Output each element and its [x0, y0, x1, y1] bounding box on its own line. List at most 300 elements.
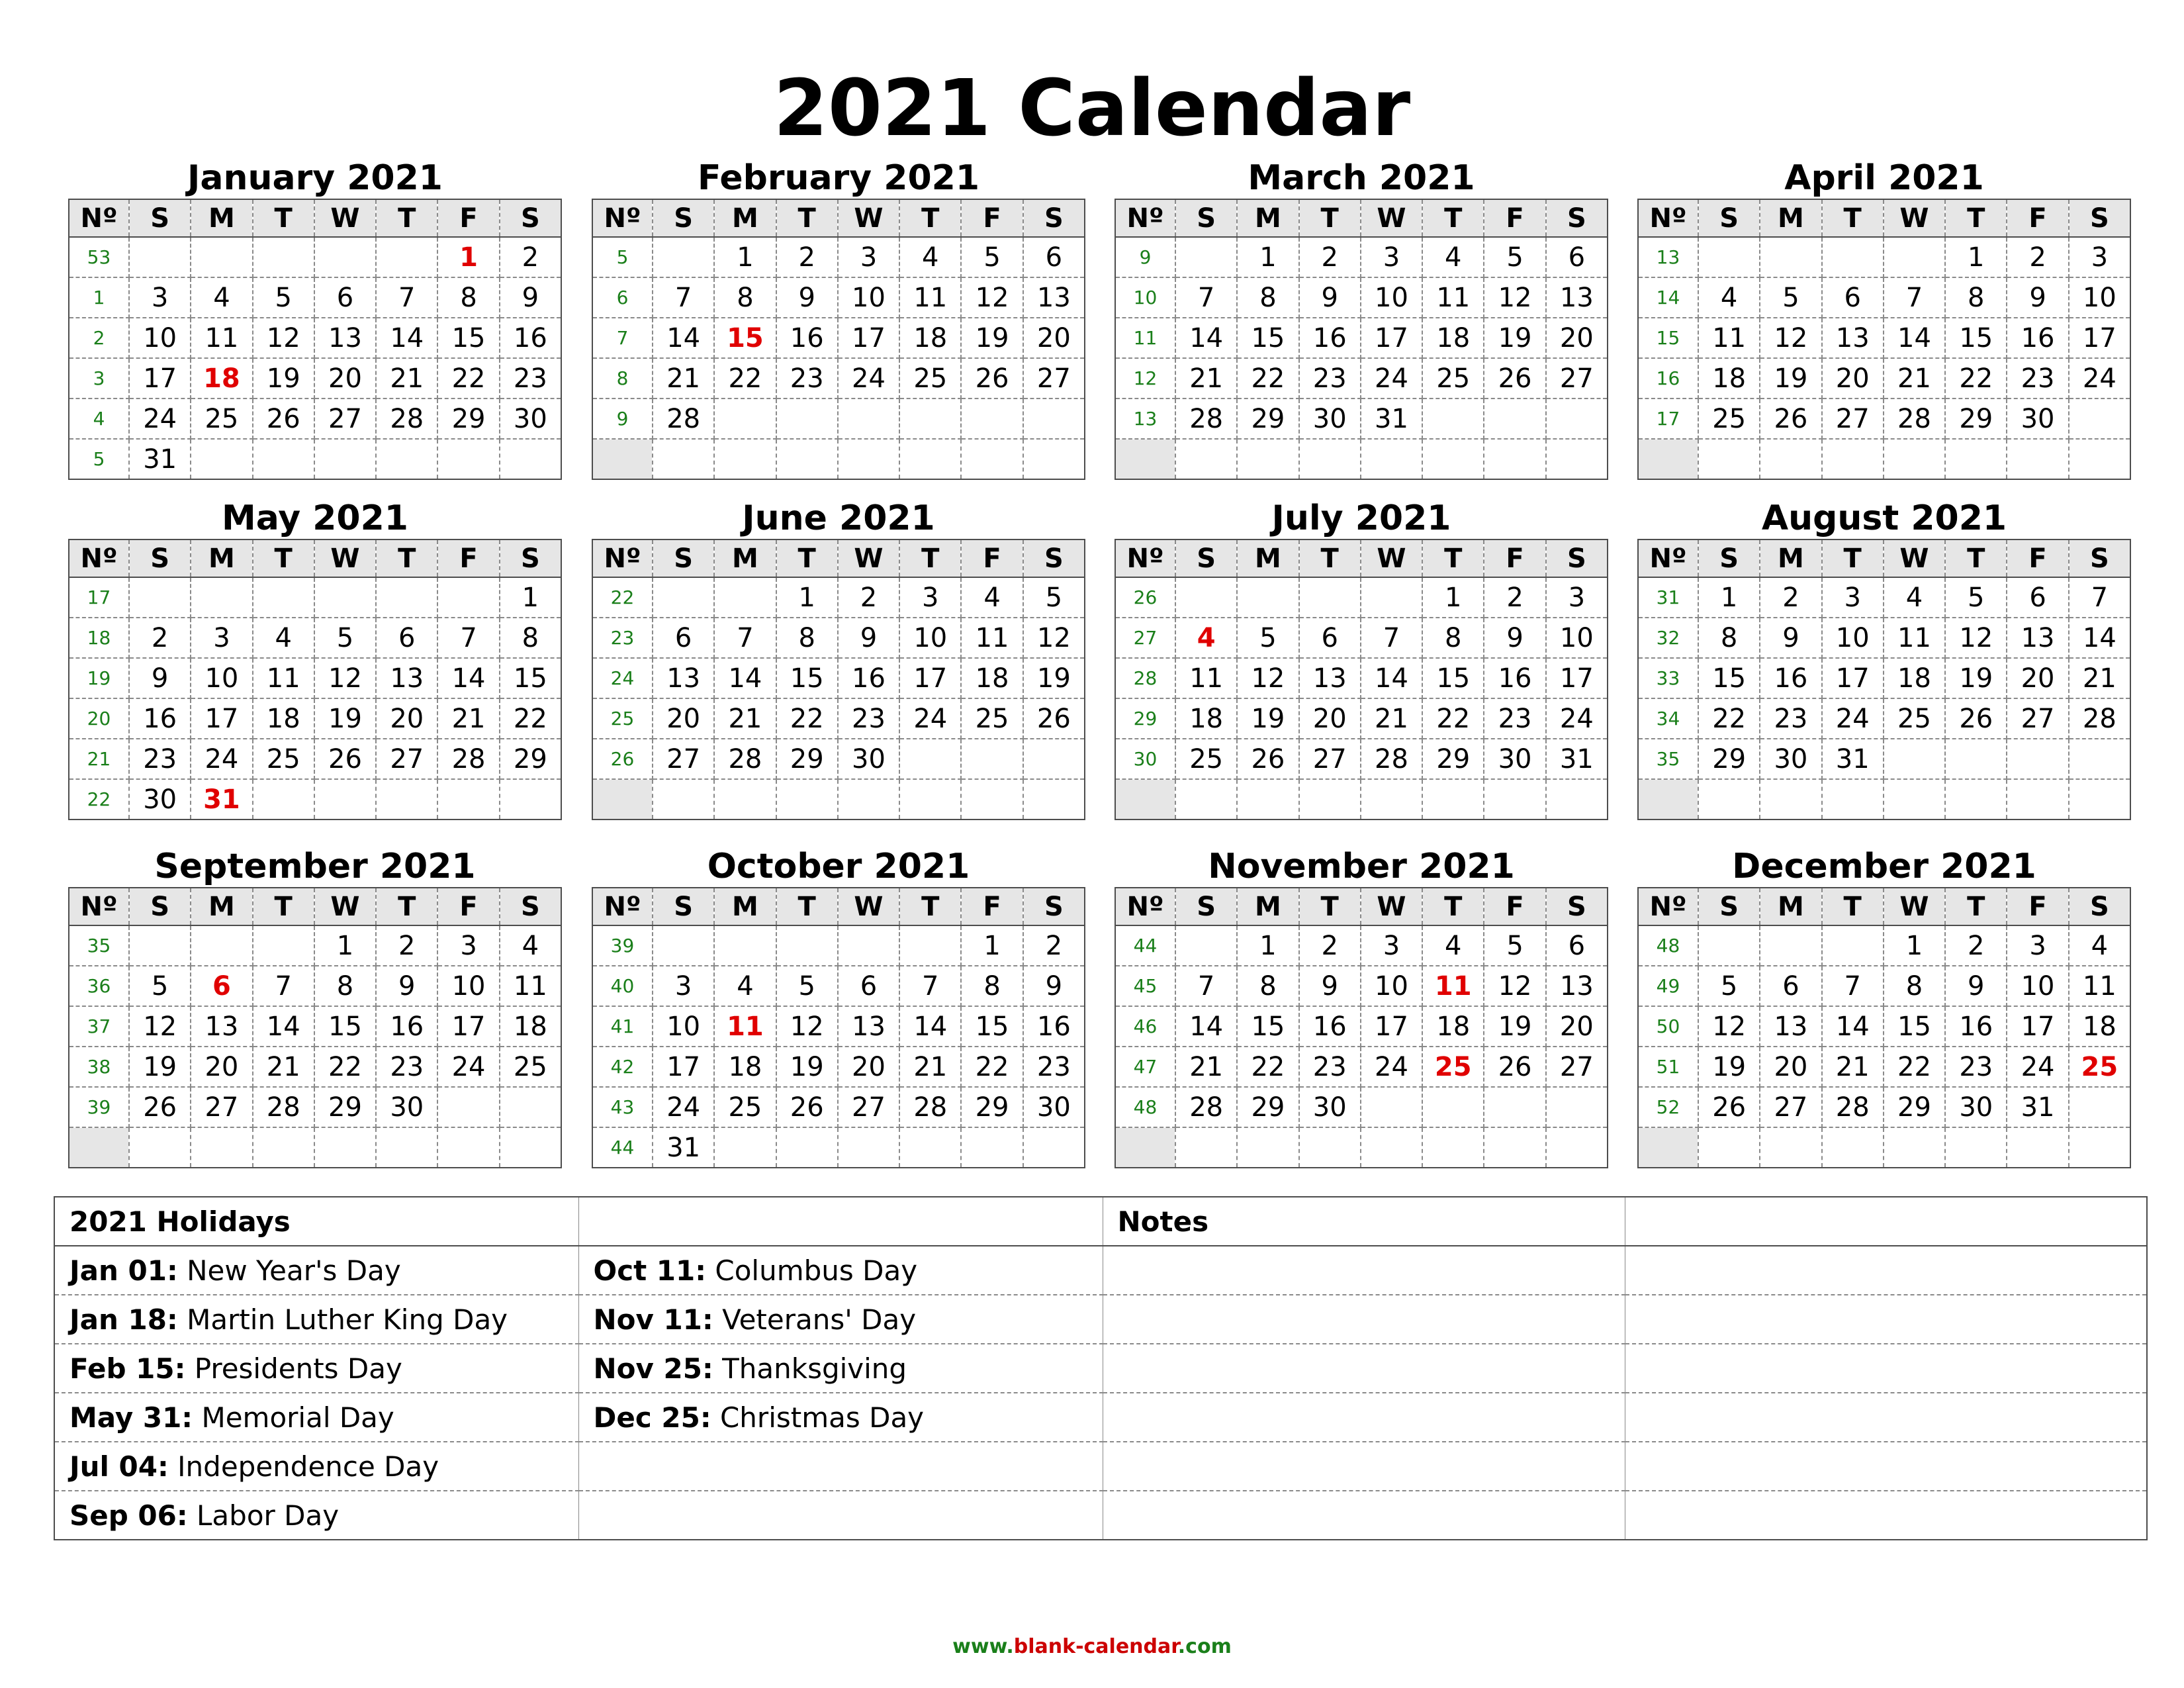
- weekday-header: T: [899, 888, 961, 925]
- date-cell: 16: [1945, 1006, 2007, 1047]
- weekday-header-row: [1638, 539, 2130, 577]
- date-cell: 9: [776, 277, 838, 318]
- week-number: [1115, 439, 1175, 479]
- date-cell: 29: [437, 399, 499, 439]
- date-cell: [1175, 1127, 1237, 1168]
- week-number: 3: [69, 358, 129, 399]
- week-number: 10: [1115, 277, 1175, 318]
- week-row: [1638, 277, 2130, 318]
- holiday-entry: [578, 1393, 1103, 1442]
- holidays-notes-table: [54, 1196, 2148, 1540]
- week-number: 32: [1638, 618, 1698, 658]
- week-number: 14: [1638, 277, 1698, 318]
- date-cell: 15: [961, 1006, 1023, 1047]
- week-number-header: Nº: [1115, 199, 1175, 237]
- date-cell: [776, 779, 838, 820]
- week-number-header: Nº: [1638, 888, 1698, 925]
- weekday-header: S: [1175, 199, 1237, 237]
- website-footer[interactable]: [0, 1635, 2184, 1658]
- weekday-header: T: [376, 888, 437, 925]
- date-cell: 15: [1237, 318, 1298, 358]
- date-cell: 9: [838, 618, 899, 658]
- date-cell: [1884, 739, 1945, 779]
- date-cell: 13: [1546, 966, 1608, 1006]
- date-cell: 15: [776, 658, 838, 698]
- week-number: 52: [1638, 1087, 1698, 1127]
- date-cell: 6: [1023, 237, 1085, 277]
- notes-line[interactable]: [1103, 1491, 1625, 1540]
- date-cell: 9: [1299, 277, 1361, 318]
- date-cell: 24: [437, 1047, 499, 1087]
- week-number: 48: [1115, 1087, 1175, 1127]
- date-cell: 6: [1546, 237, 1608, 277]
- date-cell: 7: [1175, 277, 1237, 318]
- date-cell: 1: [714, 237, 776, 277]
- date-cell: 9: [1023, 966, 1085, 1006]
- notes-line[interactable]: [1103, 1393, 1625, 1442]
- date-cell: 2: [776, 237, 838, 277]
- holiday-date-cell: 25: [1422, 1047, 1484, 1087]
- weekday-header: M: [191, 888, 252, 925]
- month-title: September 2021: [154, 847, 476, 886]
- week-number-header: Nº: [69, 888, 129, 925]
- date-cell: [1698, 237, 1760, 277]
- date-cell: 15: [1237, 1006, 1298, 1047]
- date-cell: 4: [714, 966, 776, 1006]
- week-row: [592, 399, 1085, 439]
- notes-line[interactable]: [1103, 1344, 1625, 1393]
- date-cell: 6: [1822, 277, 1884, 318]
- weekday-header: T: [1422, 539, 1484, 577]
- date-cell: 22: [1698, 698, 1760, 739]
- week-row: [1638, 658, 2130, 698]
- notes-line[interactable]: [1103, 1246, 1625, 1295]
- date-cell: 23: [1299, 358, 1361, 399]
- holiday-date: Nov 11:: [593, 1303, 713, 1336]
- holidays-notes-row: [54, 1442, 2147, 1491]
- week-number: [69, 1127, 129, 1168]
- weekday-header: T: [1422, 888, 1484, 925]
- date-cell: 23: [129, 739, 191, 779]
- date-cell: 5: [1698, 966, 1760, 1006]
- month-title: January 2021: [187, 158, 443, 198]
- date-cell: 5: [1484, 925, 1545, 966]
- date-cell: 24: [2069, 358, 2130, 399]
- date-cell: 11: [2069, 966, 2130, 1006]
- date-cell: [1945, 779, 2007, 820]
- date-cell: 27: [838, 1087, 899, 1127]
- holiday-entry: [578, 1491, 1103, 1540]
- week-row: [1638, 1006, 2130, 1047]
- date-cell: 10: [129, 318, 191, 358]
- date-cell: 22: [1422, 698, 1484, 739]
- weekday-header-row: [1638, 888, 2130, 925]
- weekday-header: W: [838, 888, 899, 925]
- date-cell: 25: [253, 739, 314, 779]
- week-row: [1115, 739, 1608, 779]
- date-cell: 20: [1299, 698, 1361, 739]
- weekday-header: T: [1299, 199, 1361, 237]
- date-cell: 11: [191, 318, 252, 358]
- date-cell: 7: [1361, 618, 1422, 658]
- date-cell: 6: [1760, 966, 1821, 1006]
- date-cell: 3: [2007, 925, 2068, 966]
- notes-line[interactable]: [1103, 1295, 1625, 1344]
- date-cell: 9: [1299, 966, 1361, 1006]
- week-number: [592, 439, 653, 479]
- week-row: [69, 618, 561, 658]
- week-number: 23: [592, 618, 653, 658]
- date-cell: [1546, 439, 1608, 479]
- date-cell: [1945, 1127, 2007, 1168]
- date-cell: 15: [1698, 658, 1760, 698]
- date-cell: 26: [1760, 399, 1821, 439]
- weekday-header: S: [653, 888, 714, 925]
- month-calendar: [68, 498, 562, 820]
- weekday-header: T: [1422, 199, 1484, 237]
- week-row: [1115, 966, 1608, 1006]
- date-cell: 19: [253, 358, 314, 399]
- date-cell: [1422, 399, 1484, 439]
- date-cell: 10: [1822, 618, 1884, 658]
- notes-line[interactable]: [1625, 1442, 2147, 1491]
- week-row: [1115, 439, 1608, 479]
- date-cell: 27: [1023, 358, 1085, 399]
- holiday-entry: [578, 1246, 1103, 1295]
- date-cell: [500, 1127, 561, 1168]
- date-cell: 6: [1299, 618, 1361, 658]
- date-cell: 26: [1698, 1087, 1760, 1127]
- week-number: 12: [1115, 358, 1175, 399]
- date-cell: [1361, 439, 1422, 479]
- date-cell: [776, 399, 838, 439]
- date-cell: 25: [191, 399, 252, 439]
- date-cell: 3: [1822, 577, 1884, 618]
- weekday-header: M: [191, 539, 252, 577]
- week-row: [69, 658, 561, 698]
- month-table: [1637, 539, 2131, 820]
- week-number: 49: [1638, 966, 1698, 1006]
- date-cell: [899, 399, 961, 439]
- weekday-header-row: [1115, 888, 1608, 925]
- date-cell: 20: [314, 358, 376, 399]
- holiday-entry: [54, 1393, 578, 1442]
- date-cell: 14: [1884, 318, 1945, 358]
- date-cell: 8: [776, 618, 838, 658]
- month-calendar: [1115, 158, 1608, 480]
- date-cell: 18: [1884, 658, 1945, 698]
- week-number: 29: [1115, 698, 1175, 739]
- date-cell: 2: [1945, 925, 2007, 966]
- date-cell: [1884, 779, 1945, 820]
- date-cell: 18: [500, 1006, 561, 1047]
- date-cell: [961, 1127, 1023, 1168]
- date-cell: 13: [1760, 1006, 1821, 1047]
- date-cell: [1299, 1127, 1361, 1168]
- date-cell: 24: [1822, 698, 1884, 739]
- holiday-entry: [54, 1295, 578, 1344]
- date-cell: [1299, 439, 1361, 479]
- week-number: 4: [69, 399, 129, 439]
- date-cell: 14: [376, 318, 437, 358]
- date-cell: 19: [1945, 658, 2007, 698]
- date-cell: 21: [2069, 658, 2130, 698]
- week-row: [1115, 1047, 1608, 1087]
- date-cell: 30: [1299, 399, 1361, 439]
- date-cell: [500, 1087, 561, 1127]
- holiday-date-cell: 11: [1422, 966, 1484, 1006]
- date-cell: 28: [1361, 739, 1422, 779]
- date-cell: 9: [2007, 277, 2068, 318]
- date-cell: 2: [1299, 925, 1361, 966]
- notes-line[interactable]: [1625, 1344, 2147, 1393]
- date-cell: [776, 439, 838, 479]
- holiday-date-cell: 1: [437, 237, 499, 277]
- notes-line[interactable]: [1103, 1442, 1625, 1491]
- date-cell: 5: [1237, 618, 1298, 658]
- date-cell: 20: [376, 698, 437, 739]
- holidays-notes-row: [54, 1393, 2147, 1442]
- weekday-header: F: [437, 888, 499, 925]
- date-cell: [1299, 779, 1361, 820]
- date-cell: 6: [314, 277, 376, 318]
- date-cell: 8: [1884, 966, 1945, 1006]
- date-cell: 29: [1422, 739, 1484, 779]
- date-cell: [376, 237, 437, 277]
- week-number: [1115, 1127, 1175, 1168]
- week-row: [69, 739, 561, 779]
- date-cell: [776, 925, 838, 966]
- date-cell: 4: [961, 577, 1023, 618]
- date-cell: [714, 399, 776, 439]
- date-cell: [1361, 779, 1422, 820]
- date-cell: [1822, 1127, 1884, 1168]
- date-cell: [714, 925, 776, 966]
- date-cell: 10: [2069, 277, 2130, 318]
- date-cell: [253, 237, 314, 277]
- month-table: [592, 199, 1085, 480]
- week-number: 46: [1115, 1006, 1175, 1047]
- week-row: [1115, 779, 1608, 820]
- weekday-header-row: [1115, 539, 1608, 577]
- date-cell: [376, 439, 437, 479]
- date-cell: 6: [2007, 577, 2068, 618]
- weekday-header: M: [1760, 888, 1821, 925]
- weekday-header: T: [1299, 539, 1361, 577]
- weekday-header: F: [1484, 888, 1545, 925]
- week-row: [1115, 698, 1608, 739]
- week-number: 27: [1115, 618, 1175, 658]
- holiday-date-cell: 31: [191, 779, 252, 820]
- date-cell: 29: [776, 739, 838, 779]
- holiday-name: Martin Luther King Day: [187, 1303, 508, 1336]
- week-row: [592, 1047, 1085, 1087]
- notes-line[interactable]: [1625, 1491, 2147, 1540]
- holiday-date-cell: 25: [2069, 1047, 2130, 1087]
- week-number: [1638, 779, 1698, 820]
- month-title: May 2021: [222, 498, 408, 538]
- date-cell: 7: [1822, 966, 1884, 1006]
- date-cell: 21: [1884, 358, 1945, 399]
- date-cell: 11: [899, 277, 961, 318]
- date-cell: 2: [1760, 577, 1821, 618]
- weekday-header: S: [1698, 199, 1760, 237]
- week-row: [1115, 318, 1608, 358]
- date-cell: [2007, 439, 2068, 479]
- date-cell: 9: [500, 277, 561, 318]
- holiday-date: Oct 11:: [593, 1254, 707, 1287]
- holiday-date: Jul 04:: [69, 1450, 169, 1483]
- week-row: [1638, 739, 2130, 779]
- date-cell: [1822, 439, 1884, 479]
- date-cell: 30: [1760, 739, 1821, 779]
- week-row: [69, 358, 561, 399]
- weekday-header: F: [961, 199, 1023, 237]
- date-cell: 11: [1422, 277, 1484, 318]
- date-cell: 26: [129, 1087, 191, 1127]
- week-number-header: Nº: [69, 199, 129, 237]
- date-cell: [1023, 439, 1085, 479]
- date-cell: [653, 925, 714, 966]
- date-cell: 24: [1361, 1047, 1422, 1087]
- date-cell: [2069, 439, 2130, 479]
- date-cell: 30: [129, 779, 191, 820]
- date-cell: 11: [500, 966, 561, 1006]
- date-cell: [2007, 739, 2068, 779]
- week-row: [69, 439, 561, 479]
- date-cell: [899, 739, 961, 779]
- week-row: [592, 237, 1085, 277]
- date-cell: 2: [376, 925, 437, 966]
- weekday-header: T: [253, 888, 314, 925]
- date-cell: 17: [653, 1047, 714, 1087]
- weekday-header: F: [961, 888, 1023, 925]
- date-cell: 26: [314, 739, 376, 779]
- date-cell: 17: [1546, 658, 1608, 698]
- week-number: 38: [69, 1047, 129, 1087]
- date-cell: 23: [1299, 1047, 1361, 1087]
- weekday-header: M: [714, 888, 776, 925]
- date-cell: [1546, 779, 1608, 820]
- date-cell: [129, 237, 191, 277]
- date-cell: 27: [1299, 739, 1361, 779]
- week-row: [1638, 318, 2130, 358]
- page-title: 2021 Calendar: [773, 62, 1411, 154]
- date-cell: [2069, 739, 2130, 779]
- date-cell: 15: [1884, 1006, 1945, 1047]
- month-title: August 2021: [1761, 498, 2007, 538]
- holiday-name: Labor Day: [197, 1499, 340, 1532]
- weekday-header-row: [69, 199, 561, 237]
- date-cell: 27: [1546, 1047, 1608, 1087]
- holiday-name: Columbus Day: [715, 1254, 918, 1287]
- week-row: [1638, 698, 2130, 739]
- date-cell: 20: [1760, 1047, 1821, 1087]
- date-cell: 3: [1361, 925, 1422, 966]
- week-number: 39: [592, 925, 653, 966]
- date-cell: 12: [1237, 658, 1298, 698]
- weekday-header: F: [1484, 199, 1545, 237]
- week-number: 21: [69, 739, 129, 779]
- date-cell: 10: [1546, 618, 1608, 658]
- date-cell: 24: [653, 1087, 714, 1127]
- date-cell: [1237, 577, 1298, 618]
- week-number: 47: [1115, 1047, 1175, 1087]
- date-cell: [838, 399, 899, 439]
- date-cell: 3: [653, 966, 714, 1006]
- date-cell: 24: [191, 739, 252, 779]
- date-cell: 28: [1822, 1087, 1884, 1127]
- notes-line[interactable]: [1625, 1295, 2147, 1344]
- date-cell: 4: [1422, 237, 1484, 277]
- month-table: [592, 887, 1085, 1168]
- date-cell: [1023, 739, 1085, 779]
- date-cell: 16: [1023, 1006, 1085, 1047]
- date-cell: 14: [899, 1006, 961, 1047]
- date-cell: 5: [961, 237, 1023, 277]
- date-cell: 22: [1237, 358, 1298, 399]
- date-cell: [1237, 779, 1298, 820]
- weekday-header: T: [776, 539, 838, 577]
- date-cell: 18: [253, 698, 314, 739]
- date-cell: 31: [653, 1127, 714, 1168]
- week-row: [1638, 1087, 2130, 1127]
- date-cell: [376, 577, 437, 618]
- weekday-header: S: [500, 888, 561, 925]
- weekday-header: W: [314, 539, 376, 577]
- date-cell: [437, 779, 499, 820]
- month-title: November 2021: [1208, 847, 1515, 886]
- date-cell: [2069, 1087, 2130, 1127]
- date-cell: [253, 439, 314, 479]
- month-title: July 2021: [1271, 498, 1451, 538]
- date-cell: 10: [653, 1006, 714, 1047]
- notes-line[interactable]: [1625, 1393, 2147, 1442]
- holidays-title: 2021 Holidays: [54, 1197, 578, 1246]
- week-number-header: Nº: [69, 539, 129, 577]
- date-cell: 11: [961, 618, 1023, 658]
- date-cell: 14: [1175, 318, 1237, 358]
- date-cell: [1023, 399, 1085, 439]
- weekday-header: S: [1023, 539, 1085, 577]
- holiday-date: Feb 15:: [69, 1352, 186, 1385]
- holiday-date-cell: 6: [191, 966, 252, 1006]
- date-cell: [191, 439, 252, 479]
- weekday-header: M: [1237, 539, 1298, 577]
- weekday-header: T: [1822, 199, 1884, 237]
- date-cell: 3: [437, 925, 499, 966]
- holidays-header-row: [54, 1197, 2147, 1246]
- date-cell: 28: [253, 1087, 314, 1127]
- date-cell: 13: [191, 1006, 252, 1047]
- holiday-entry: [54, 1344, 578, 1393]
- month-table: [1637, 199, 2131, 480]
- weekday-header-row: [1638, 199, 2130, 237]
- date-cell: [653, 577, 714, 618]
- holiday-date-cell: 15: [714, 318, 776, 358]
- week-number: 16: [1638, 358, 1698, 399]
- week-row: [1638, 618, 2130, 658]
- date-cell: 11: [1884, 618, 1945, 658]
- week-row: [1115, 577, 1608, 618]
- date-cell: 5: [1760, 277, 1821, 318]
- weekday-header: M: [1237, 888, 1298, 925]
- notes-line[interactable]: [1625, 1246, 2147, 1295]
- date-cell: [1422, 1087, 1484, 1127]
- date-cell: 7: [376, 277, 437, 318]
- date-cell: 6: [1546, 925, 1608, 966]
- date-cell: [1175, 439, 1237, 479]
